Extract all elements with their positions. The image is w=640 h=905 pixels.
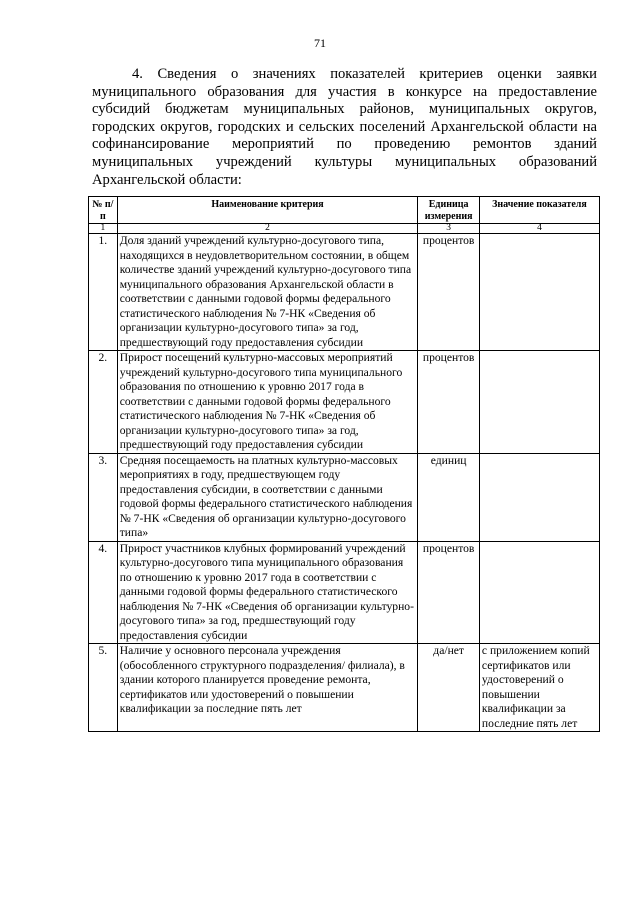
criterion-name: Прирост посещений культурно-массовых мероприятий учреждений культурно-досугового типа муниципального образования по отношению к уровню 2017 года в соответствии с данными годовой формы федерального статистического наблюдения № 7-НК «Сведения об организации культурно-досугового типа» за год, предшествующий году предоставления субсидии <box>117 351 418 454</box>
table-row <box>89 644 600 732</box>
table-row <box>89 234 600 351</box>
row-num: 5. <box>89 644 118 732</box>
row-num: 2. <box>89 351 118 454</box>
header-name: Наименование критерия <box>117 197 418 224</box>
criterion-name: Прирост участников клубных формирований учреждений культурно-досугового типа муниципального образования по отношению к уровню 2017 года в соответствии с данными годовой формы федерального статистического наблюдения № 7-НК «Сведения об организации культурно-досугового типа» за год, предшествующий году предоставления субсидии <box>117 541 418 644</box>
criterion-unit: процентов <box>418 351 480 454</box>
header-value: Значение показателя <box>479 197 599 224</box>
header-num: № п/п <box>89 197 118 224</box>
criterion-value: с приложением копий сертификатов или удостоверений о повышении квалификации за последние пять лет <box>479 644 599 732</box>
row-num: 4. <box>89 541 118 644</box>
criterion-value <box>479 541 599 644</box>
column-number: 3 <box>418 224 480 234</box>
criterion-value <box>479 351 599 454</box>
criterion-value <box>479 453 599 541</box>
criterion-name: Средняя посещаемость на платных культурно-массовых мероприятиях в году, предшествующем году предоставления субсидии, в соответствии с данными годовой формы федерального статистического наблюдения № 7-НК «Сведения об организации культурно-досугового типа» <box>117 453 418 541</box>
header-unit: Единица измерения <box>418 197 480 224</box>
column-number: 4 <box>479 224 599 234</box>
table-header-row <box>89 197 600 224</box>
criterion-name: Доля зданий учреждений культурно-досугового типа, находящихся в неудовлетворительном состоянии, в общем количестве зданий учреждений культурно-досугового типа муниципального образования Архангельской области в соответствии с данными годовой формы федерального статистического наблюдения № 7-НК «Сведения об организации культурно-досугового типа» за год, предшествующий году предоставления субсидии <box>117 234 418 351</box>
column-number: 2 <box>117 224 418 234</box>
criteria-table <box>88 196 600 732</box>
criterion-value <box>479 234 599 351</box>
row-num: 1. <box>89 234 118 351</box>
criterion-unit: единиц <box>418 453 480 541</box>
section-heading: 4. Сведения о значениях показателей критериев оценки заявки муниципального образования для участия в конкурсе на предоставление субсидий бюджетам муниципальных районов, муниципальных округов, городских округов, городских и сельских поселений Архангельской области на софинансирование мероприятий по проведению ремонтов зданий муниципальных учреждений культуры муниципальных образований Архангельской области: <box>92 66 597 188</box>
criterion-unit: процентов <box>418 234 480 351</box>
row-num: 3. <box>89 453 118 541</box>
table-row <box>89 453 600 541</box>
column-number: 1 <box>89 224 118 234</box>
table-row <box>89 541 600 644</box>
table-row <box>89 351 600 454</box>
criterion-name: Наличие у основного персонала учреждения (обособленного структурного подразделения/ филиала), в здании которого планируется проведение ремонта, сертификатов или удостоверений о повышении квалификации за последние пять лет <box>117 644 418 732</box>
criterion-unit: процентов <box>418 541 480 644</box>
page-number: 71 <box>314 36 326 50</box>
criterion-unit: да/нет <box>418 644 480 732</box>
column-numbers-row <box>89 224 600 234</box>
